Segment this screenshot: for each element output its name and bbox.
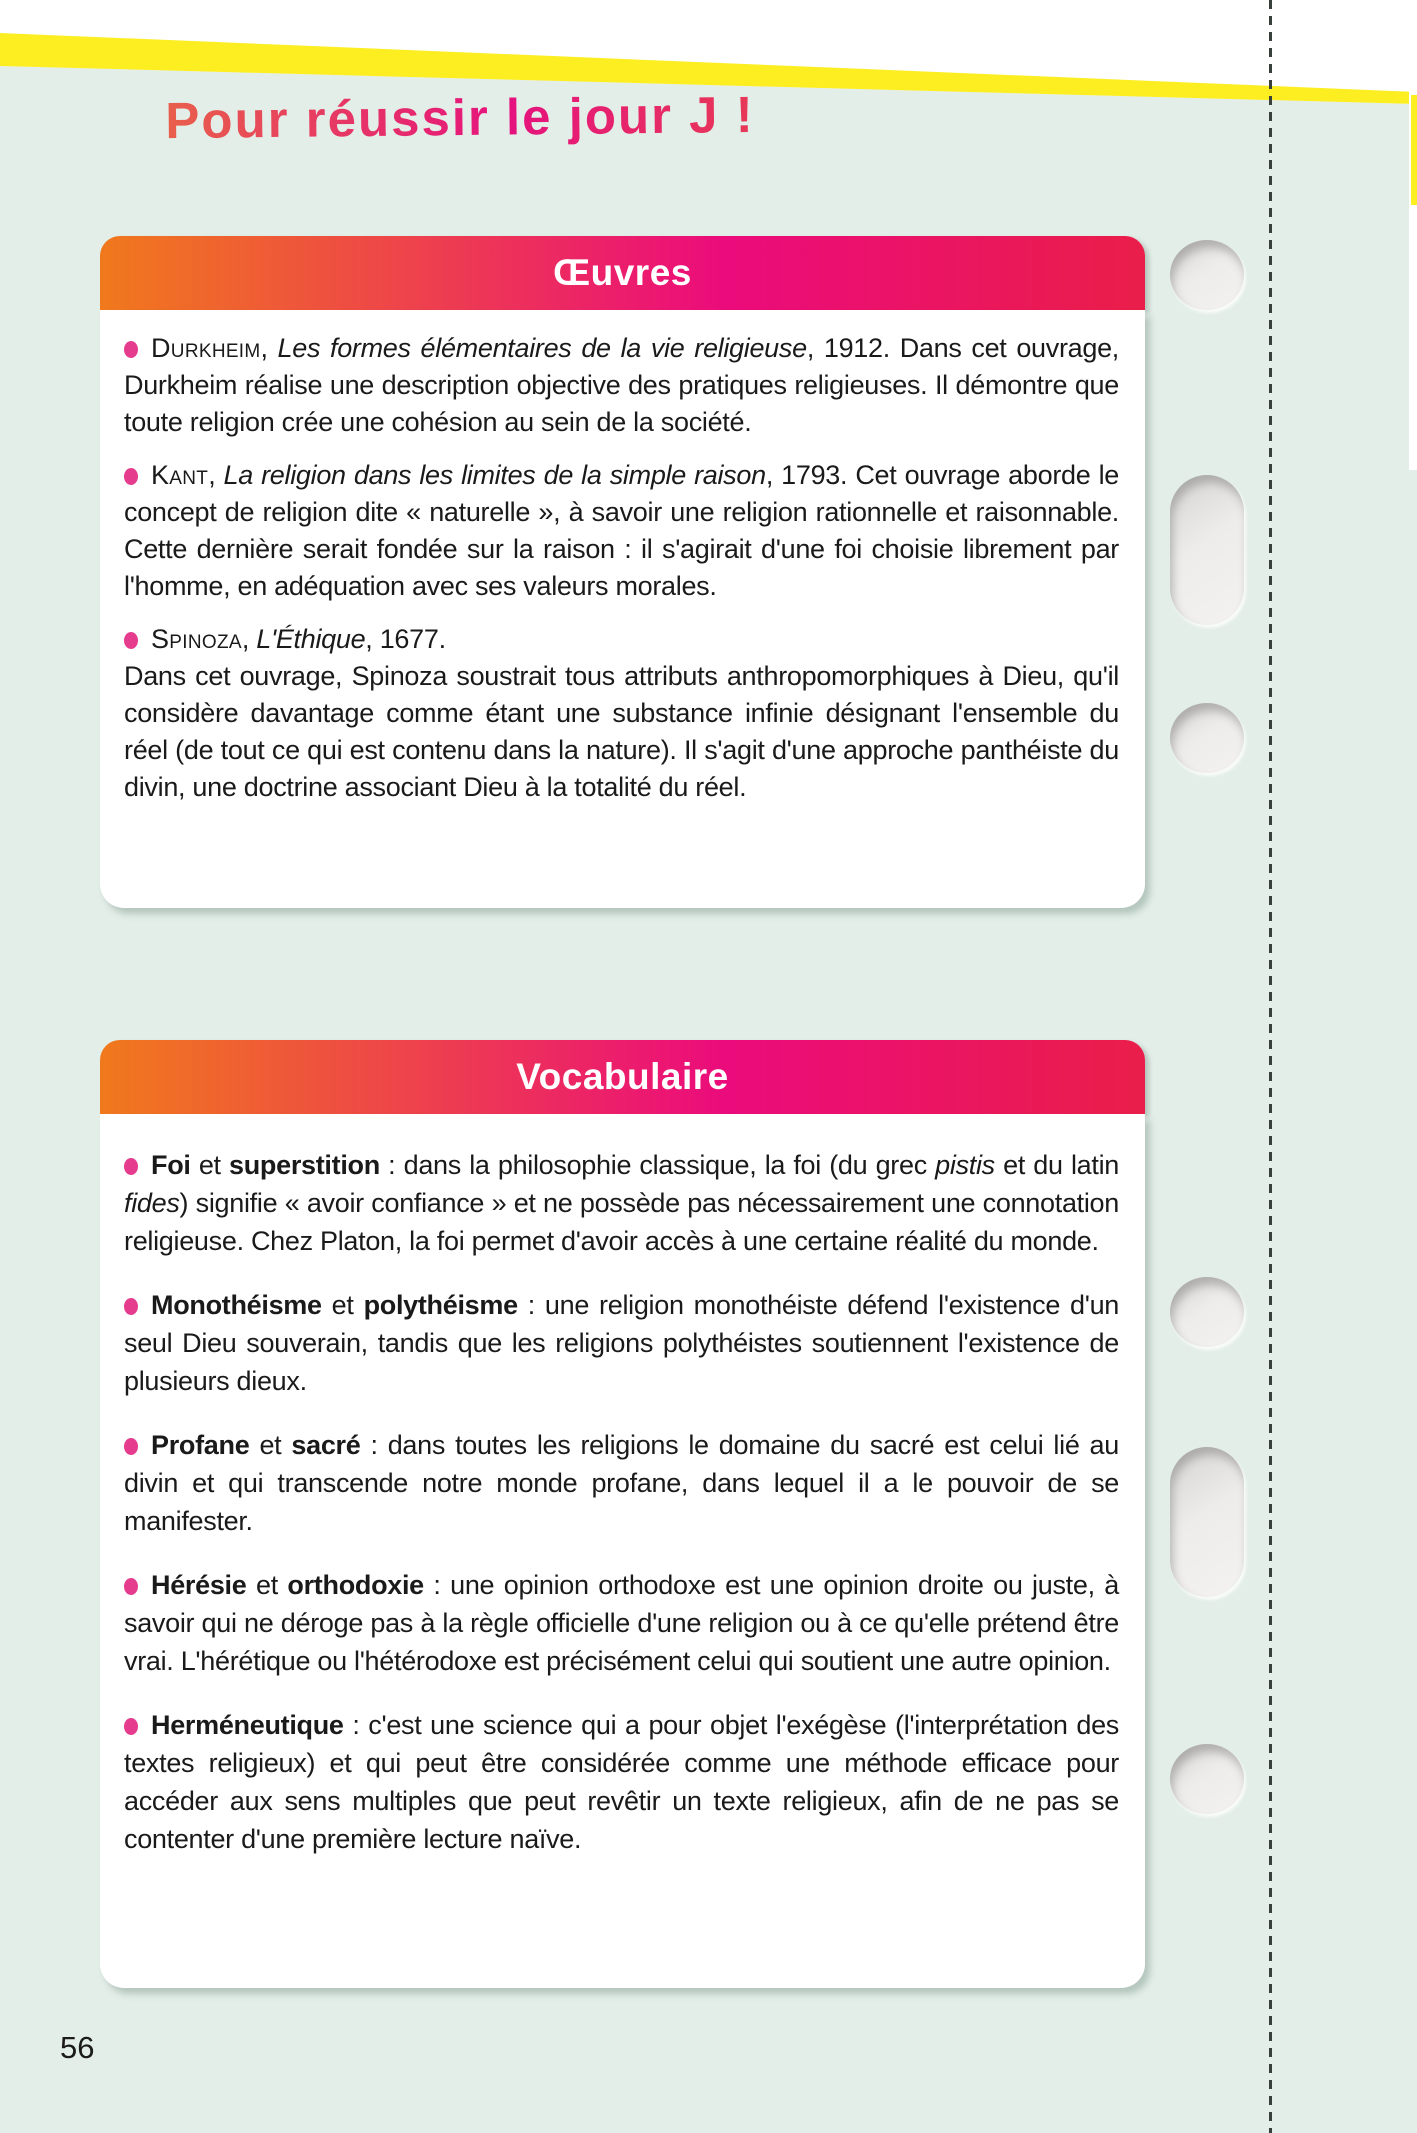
dashed-cut-line: [1269, 0, 1272, 2133]
bullet-icon: [124, 1298, 138, 1315]
section-vocabulaire: [100, 1040, 1145, 1988]
text-run: ) signifie « avoir confiance » et ne possède pas nécessairement une connotation religieuse. Chez Platon, la foi permet d'avoir accès à une certaine réalité du monde.: [124, 1188, 1119, 1256]
section-card: [100, 310, 1145, 908]
bullet-icon: [124, 632, 138, 649]
paragraph: [124, 457, 1119, 605]
text-run: Hérésie: [151, 1570, 247, 1600]
text-run: Spinoza: [151, 624, 242, 654]
section-card: [100, 1114, 1145, 1988]
text-run: L'Éthique: [256, 624, 366, 654]
page-right-edge: [1409, 0, 1417, 470]
text-run: pistis: [935, 1150, 995, 1180]
text-run: Herméneutique: [151, 1710, 344, 1740]
text-run: Kant: [151, 460, 209, 490]
text-run: : une opinion orthodoxe est une opinion droite ou juste, à savoir qui ne déroge pas à la règle officielle d'une religion ou à ce qu'elle prétend être vrai. L'hérétique ou l'hétérodoxe est précisément celui qui soutient une autre opinion.: [124, 1570, 1119, 1676]
page-title: Pour réussir le jour J !: [160, 85, 761, 150]
text-run: : dans toutes les religions le domaine du sacré est celui lié au divin et qui transcende notre monde profane, dans lequel il a le pouvoir de se manifester.: [124, 1430, 1119, 1536]
binder-hole: [1170, 1744, 1244, 1814]
text-run: et: [249, 1430, 292, 1460]
page-number: 56: [60, 2030, 95, 2065]
paragraph: [124, 1426, 1119, 1540]
paragraph: [124, 621, 1119, 806]
text-run: superstition: [229, 1150, 380, 1180]
text-run: : c'est une science qui a pour objet l'exégèse (l'interprétation des textes religieux) et qui peut être considérée comme une méthode efficace pour accéder aux sens multiples que peut revêtir un texte religieux, afin de ne pas se contenter d'une première lecture naïve.: [124, 1710, 1119, 1854]
section-header-banner: [100, 1040, 1145, 1114]
bullet-icon: [124, 468, 138, 485]
text-run: et: [321, 1290, 364, 1320]
text-run: Profane: [151, 1430, 250, 1460]
binder-hole: [1170, 240, 1244, 310]
binder-hole: [1170, 475, 1244, 625]
paragraph: [124, 1146, 1119, 1260]
text-run: polythéisme: [363, 1290, 518, 1320]
bullet-icon: [124, 1718, 138, 1735]
text-run: , 1677.: [365, 624, 446, 654]
section-header-label: Œuvres: [553, 252, 692, 293]
text-run: sacré: [291, 1430, 361, 1460]
text-run: La religion dans les limites de la simple raison: [223, 460, 766, 490]
text-run: Foi: [151, 1150, 191, 1180]
paragraph: [124, 1706, 1119, 1858]
paragraph: [124, 1566, 1119, 1680]
paragraph: [124, 1286, 1119, 1400]
bullet-icon: [124, 1158, 138, 1175]
section-oeuvres: [100, 236, 1145, 908]
binder-hole: [1170, 703, 1244, 773]
text-run: ,: [241, 624, 257, 654]
binder-hole: [1170, 1447, 1244, 1597]
text-run: et du latin: [994, 1150, 1119, 1180]
bullet-icon: [124, 1438, 138, 1455]
bullet-icon: [124, 341, 138, 358]
text-run: Dans cet ouvrage, Spinoza soustrait tous attributs anthropomorphiques à Dieu, qu'il considère davantage comme étant une substance infinie désignant l'ensemble du réel (de tout ce qui est contenu dans la nature). Il s'agit d'une approche panthéiste du divin, une doctrine associant Dieu à la totalité du réel.: [124, 661, 1119, 802]
section-header-banner: [100, 236, 1145, 310]
section-header-label: Vocabulaire: [516, 1056, 729, 1097]
text-run: ,: [260, 333, 278, 363]
text-run: : une religion monothéiste défend l'existence d'un seul Dieu souverain, tandis que les religions polythéistes soutiennent l'existence de plusieurs dieux.: [124, 1290, 1120, 1396]
text-run: et: [246, 1570, 288, 1600]
text-run: Monothéisme: [151, 1290, 322, 1320]
binder-hole: [1170, 1277, 1244, 1347]
text-run: orthodoxie: [287, 1570, 424, 1600]
text-run: Les formes élémentaires de la vie religieuse: [277, 333, 807, 363]
text-run: , 1912. Dans cet ouvrage, Durkheim réalise une description objective des pratiques religieuses. Il démontre que toute religion crée une cohésion au sein de la société.: [124, 333, 1119, 437]
text-run: fides: [124, 1188, 180, 1218]
text-run: Durkheim: [151, 333, 261, 363]
text-run: : dans la philosophie classique, la foi (du grec: [379, 1150, 936, 1180]
bullet-icon: [124, 1578, 138, 1595]
text-run: ,: [208, 460, 224, 490]
text-run: et: [190, 1150, 229, 1180]
yellow-edge-strip: [1411, 95, 1417, 205]
paragraph: [124, 330, 1119, 441]
text-run: , 1793. Cet ouvrage aborde le concept de religion dite « naturelle », à savoir une religion rationnelle et raisonnable. Cette dernière serait fondée sur la raison : il s'agirait d'une foi choisie librement par l'homme, en adéquation avec ses valeurs morales.: [124, 460, 1119, 601]
